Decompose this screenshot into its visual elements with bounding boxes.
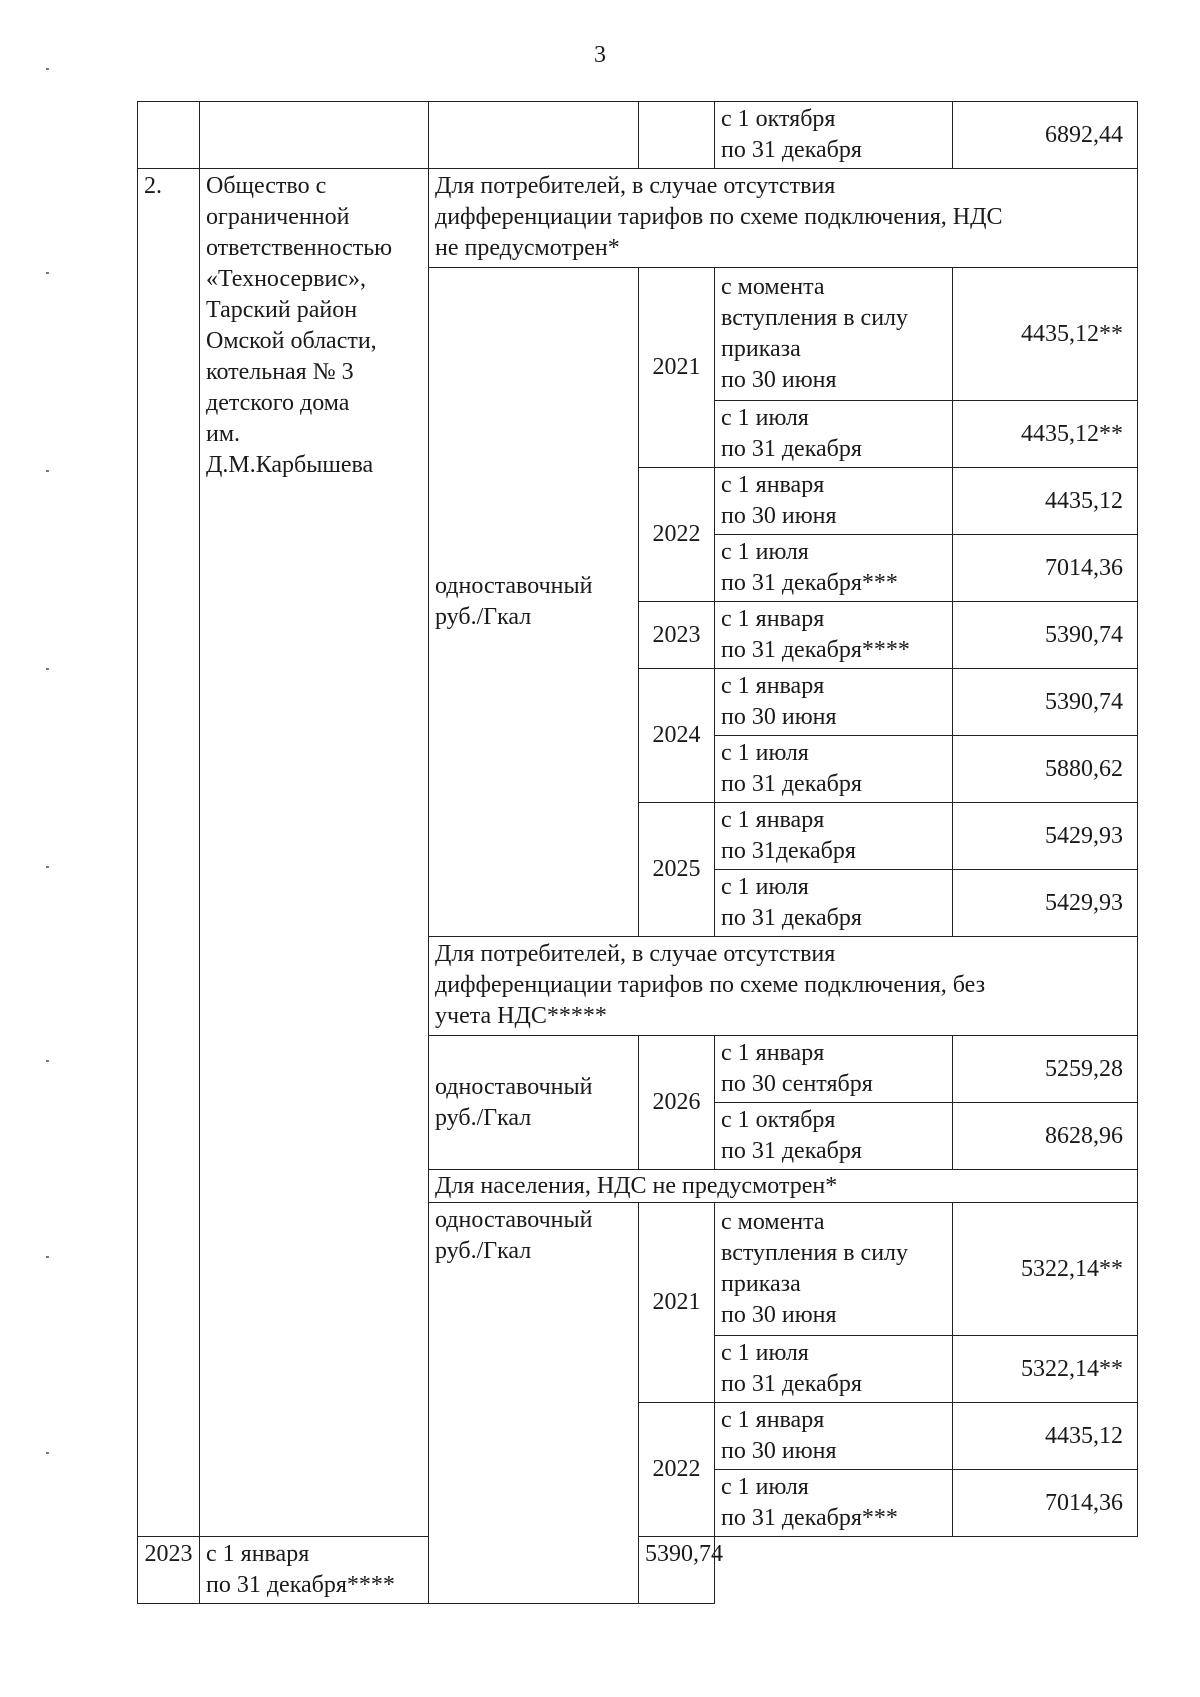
period-line: с 1 января [721,472,825,498]
organization-line: детского дома [206,390,350,416]
period-line: по 31 декабря [721,771,862,797]
tariff-value: 5259,28 [953,1036,1138,1103]
period-line: с 1 июля [721,1340,809,1366]
period-line: с 1 июля [721,1474,809,1500]
year-cell: 2023 [639,602,715,669]
organization-cell [200,169,429,1537]
section-header-line: не предусмотрен* [435,235,620,261]
scan-mark [46,470,49,472]
period-line: с 1 июля [721,740,809,766]
period-line: по 30 июня [721,367,837,393]
tariff-type-line: руб./Гкал [435,1238,532,1264]
period-line: вступления в силу [721,1240,909,1266]
year-cell: 2025 [639,803,715,937]
scan-mark [46,1060,49,1062]
period-line: по 31 декабря**** [721,637,910,663]
period-line: с 1 октября [721,1107,836,1133]
period-cell [715,602,953,669]
page-number: 3 [594,42,606,68]
tariff-type-cell [429,1203,639,1604]
scan-mark [46,1256,49,1258]
tariff-type-line: одноставочный [435,1073,593,1100]
organization-line: Общество с [206,173,327,199]
organization-line: Омской области, [206,328,377,354]
empty-cell [200,102,429,169]
tariff-type-cell [429,268,639,937]
period-cell [715,870,953,937]
year-cell: 2024 [639,669,715,803]
period-line: с 1 июля [721,874,809,900]
scan-mark [46,68,49,70]
period-line: по 31 декабря*** [721,1505,898,1531]
organization-line: котельная № 3 [206,359,354,385]
period-line: с 1 января [721,606,825,632]
tariff-value: 5390,74 [953,602,1138,669]
table-row [138,169,1138,268]
section-header [429,937,1138,1036]
period-line: по 31 декабря [721,1371,862,1397]
period-line: по 31 декабря [721,905,862,931]
scan-mark [46,272,49,274]
period-line: с момента [721,1209,825,1235]
period-line: по 31 декабря**** [206,1572,395,1598]
tariff-type-line: одноставочный [435,1207,593,1233]
tariff-table [137,101,1138,1604]
tariff-type-line: одноставочный [435,573,593,599]
period-line: по 30 июня [721,503,837,529]
period-line: по 30 июня [721,1438,837,1464]
tariff-type-line: руб./Гкал [435,604,532,630]
period-line: с момента [721,274,825,300]
tariff-value: 5880,62 [953,736,1138,803]
period-cell [200,1537,429,1604]
tariff-value: 5390,74 [953,669,1138,736]
empty-cell [639,102,715,169]
tariff-value: 5429,93 [953,803,1138,870]
section-header-line: учета НДС***** [435,1003,607,1029]
section-header-line: Для потребителей, в случае отсутствия [435,941,836,967]
tariff-type-line: руб./Гкал [435,1104,532,1131]
tariff-value: 5429,93 [953,870,1138,937]
tariff-value: 8628,96 [953,1103,1138,1170]
year-cell: 2022 [639,468,715,602]
scan-mark [46,866,49,868]
organization-line: «Техносервис», [206,266,366,292]
year-cell: 2021 [639,268,715,468]
period-line: по 30 сентября [721,1071,873,1097]
empty-cell [138,102,200,169]
organization-line: ограниченной [206,204,350,230]
section-header-line: дифференциации тарифов по схеме подключения, НДС [435,204,1003,230]
tariff-value: 5322,14** [953,1336,1138,1403]
tariff-value: 4435,12** [953,268,1138,401]
period-line: с 1 января [721,1040,825,1066]
period-line: с 1 января [721,807,825,833]
period-line: приказа [721,336,801,362]
period-line: по 31 декабря [721,436,862,462]
year-cell: 2023 [138,1537,200,1604]
empty-cell [429,102,639,169]
organization-line: Д.М.Карбышева [206,452,374,478]
period-line: вступления в силу [721,305,909,331]
period-line: по 31 декабря [721,1138,862,1164]
period-line: с 1 июля [721,405,809,431]
tariff-type-cell [429,1036,639,1170]
period-line: с 1 июля [721,539,809,565]
period-line: по 30 июня [721,704,837,730]
scan-mark [46,1452,49,1454]
period-cell [715,1470,953,1537]
tariff-value: 7014,36 [953,1470,1138,1537]
period-line: приказа [721,1271,801,1297]
period-cell [715,1403,953,1470]
period-cell [715,803,953,870]
period-line: по 31 декабря [721,137,862,163]
period-line: по 31 декабря*** [721,570,898,596]
scan-mark [46,668,49,670]
period-cell [715,1103,953,1170]
period-line: с 1 января [206,1541,310,1567]
period-line: по 30 июня [721,1302,837,1328]
tariff-value: 7014,36 [953,535,1138,602]
period-cell [715,535,953,602]
organization-line: ответственностью [206,235,393,261]
tariff-value: 6892,44 [953,102,1138,169]
section-header-line: дифференциации тарифов по схеме подключения, без [435,972,986,998]
period-cell [715,1336,953,1403]
period-cell [715,268,953,401]
tariff-value: 4435,12 [953,468,1138,535]
tariff-value: 4435,12 [953,1403,1138,1470]
section-header [429,169,1138,268]
entry-number: 2. [138,169,200,1537]
table-row [138,102,1138,169]
period-cell [715,468,953,535]
organization-line: Тарский район [206,297,358,323]
period-cell [715,401,953,468]
period-line: по 31декабря [721,838,856,864]
year-cell: 2021 [639,1203,715,1403]
period-cell [715,102,953,169]
period-line: с 1 октября [721,106,836,132]
tariff-value: 5390,74 [639,1537,715,1604]
section-header [429,1170,1138,1203]
year-cell: 2022 [639,1403,715,1537]
period-cell [715,1203,953,1336]
tariff-value: 5322,14** [953,1203,1138,1336]
period-line: с 1 января [721,673,825,699]
section-header-line: Для населения, НДС не предусмотрен* [435,1172,838,1199]
period-line: с 1 января [721,1407,825,1433]
section-header-line: Для потребителей, в случае отсутствия [435,173,836,199]
year-cell: 2026 [639,1036,715,1170]
period-cell [715,1036,953,1103]
organization-line: им. [206,421,241,447]
period-cell [715,669,953,736]
period-cell [715,736,953,803]
tariff-value: 4435,12** [953,401,1138,468]
